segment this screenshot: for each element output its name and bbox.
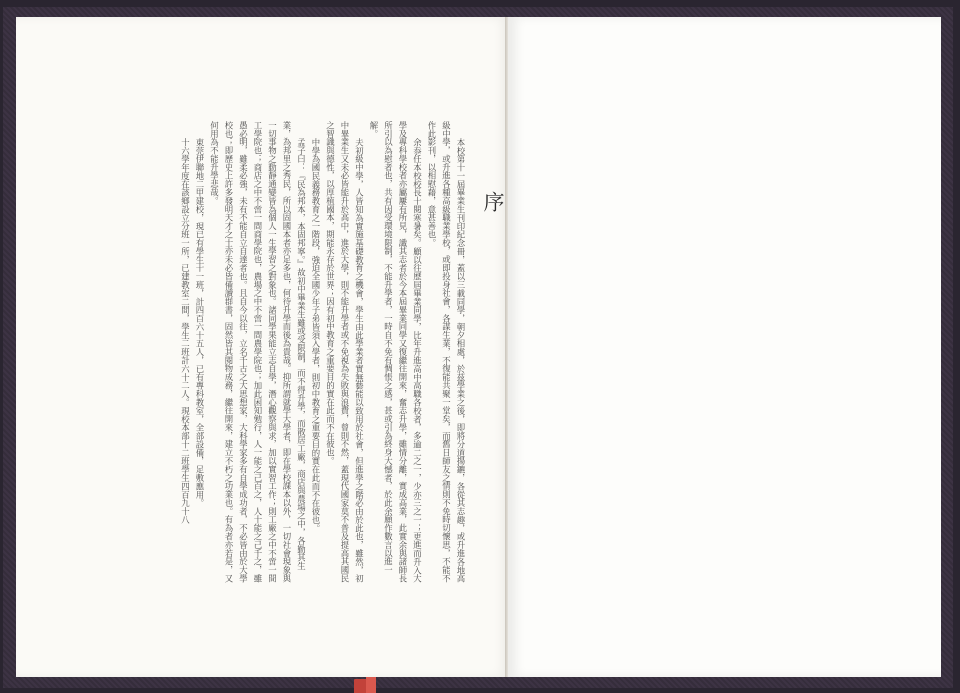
paragraph: 孟子曰：『民為邦本，本固邦寧。』故初中畢業生雖或受限制，而不得升學，而散居工廠，商店與農場之中，各勤其生業，為邦里之秀民，所以固國本者亦足多也，何待升學而後為貴哉。抑所謂就學大學者，即在學校課本以外，一切社會現象與一切事物之動靜通變皆為個人一生學習之對象也。諸同學果能立志自學，潛心觀察與求，加以實習工作；則工廠之中不啻一間工學院也；商店之中不啻一間商學院也，農場之中不啻一間農學院也；加此困知勉行，人一能之己百之，人十能之己千之，雖愚必明，雖柔必強，未有不能自立自達者也。且自今以往，立名千古之大思想家，大科學家多有自學成功者，不必皆由於大學校也；即歷史上許多發明天才之士亦未必皆備讀群書，固然皆其閱物成務，繼往開來，建立不朽之功業也。有為者亦若是，又何用為不能升學悲哉。 (209, 121, 307, 583)
paragraph: 余忝任本校校長十閱寒暑矣。顧以往歷屆畢業同學，比年升進高中高職各校者，多逾二之一，少亦三之一；更進而升入大學及專科學校者亦屬屢有所見，識其志者於今本屆畢業同學又復繼往開來，奮志升學，雖情分離，實成高業，此實余與諸師長所引以為慰者也，共有因受環境限制，不能升學者，一時自不免有惆悵之感，甚或引為終身大憾者，於此余願作數言以進一解。 (369, 121, 423, 583)
appendix-line: 東莞伊聯地二甲建校，現已有學生十一班，計四百六十五人，已有專科教室，全部設備，足敷應用。 (195, 137, 205, 507)
preface-body (96, 121, 468, 583)
left-page (16, 17, 508, 677)
appendix-line: 十六學年度在該鄉設立分班一所，已建教室二間，學生二班計六十二人。現校本部十二班學生四百九十八 (180, 137, 191, 524)
right-page-blank (508, 17, 941, 677)
bookmark-ribbon (366, 677, 376, 693)
paragraph: 中學為國民義務教育之一階段，強迫全國少年子弟皆須入學者，則初中教育之重要目的實在此而不在彼也。 (311, 137, 321, 533)
preface-title: 序 (481, 191, 505, 212)
paragraph: 夫初級中學，人皆知為實施基礎教育之機會，學生由此學業者實無藝能以致用於社會，但進學之階必由於此也，雖然，初中畢業生又未必皆能升於高中，進於大學，則不能升學者或不免視為失敗與浪費，曾則不然，蓋現代國家莫不普及提高其國民之智識與德性，以厚植國本，期能永存於世界；因有初中教育之重要目的實在此而不在彼也。 (325, 121, 365, 583)
paragraph: 本校第十一屆畢業生刊印紀念冊，蓋以三載同學，朝夕相處，於茲學業之後，即將分道揚鑣，各從其志趣，或升進各地高級中學，或升進各種高級職業學校，或即投身社會，各謀生業，不復能共聚一堂矣，而舊日師友之情則不免時切懷思，不能不作此影刊，以相慰藉，意甚善也。 (427, 121, 466, 583)
